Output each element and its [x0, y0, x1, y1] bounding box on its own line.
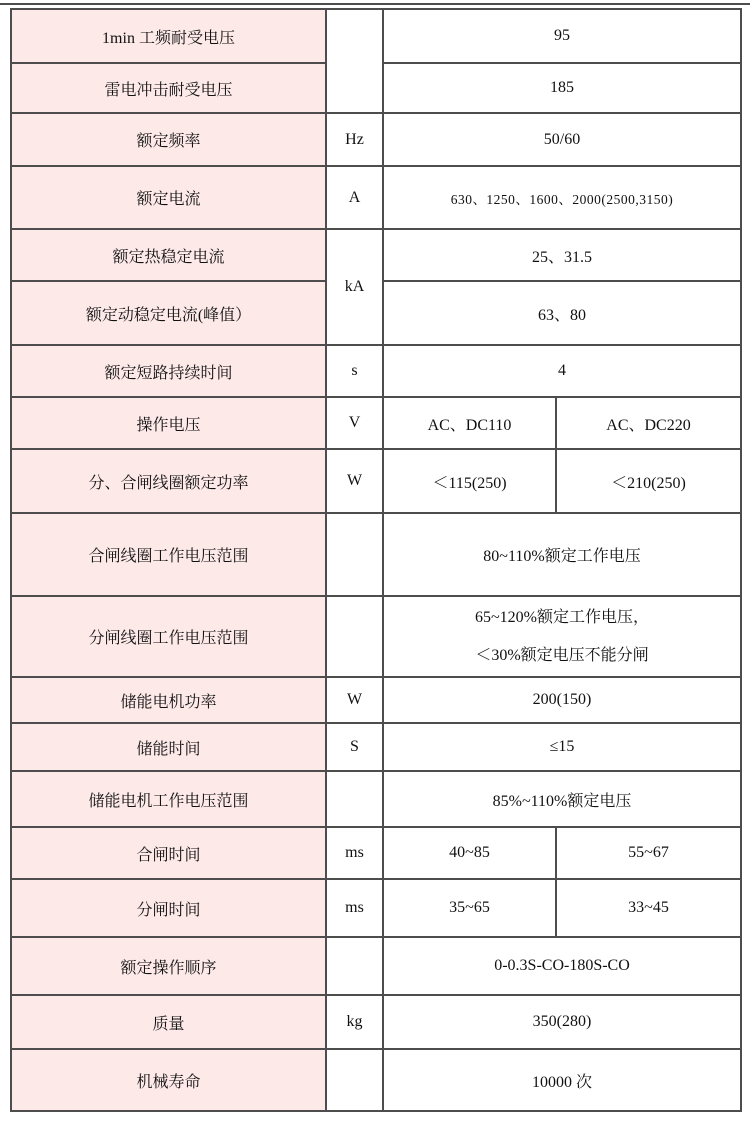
param-cell: 雷电冲击耐受电压 — [11, 63, 326, 113]
unit-cell: kg — [326, 995, 383, 1049]
value-cell: 55~67 — [556, 827, 741, 879]
table-row — [11, 937, 741, 995]
value-cell: 185 — [383, 63, 741, 113]
table-row — [11, 827, 741, 879]
unit-cell: s — [326, 345, 383, 397]
table-row — [11, 995, 741, 1049]
value-cell: AC、DC110 — [383, 397, 556, 449]
param-cell: 储能时间 — [11, 723, 326, 771]
unit-cell — [326, 937, 383, 995]
value-cell: AC、DC220 — [556, 397, 741, 449]
unit-cell: W — [326, 449, 383, 513]
value-cell: 63、80 — [383, 281, 741, 345]
table-row — [11, 771, 741, 827]
param-cell: 分闸线圈工作电压范围 — [11, 596, 326, 677]
param-cell: 分、合闸线圈额定功率 — [11, 449, 326, 513]
param-cell: 质量 — [11, 995, 326, 1049]
table-row — [11, 879, 741, 937]
value-cell — [383, 596, 741, 677]
table-row — [11, 513, 741, 596]
param-cell: 额定热稳定电流 — [11, 229, 326, 281]
value-cell: 25、31.5 — [383, 229, 741, 281]
table-row — [11, 345, 741, 397]
value-cell: 40~85 — [383, 827, 556, 879]
unit-cell: kA — [326, 229, 383, 345]
value-cell: ≤15 — [383, 723, 741, 771]
param-cell: 额定操作顺序 — [11, 937, 326, 995]
value-cell: 35~65 — [383, 879, 556, 937]
param-cell: 合闸时间 — [11, 827, 326, 879]
value-cell: 10000 次 — [383, 1049, 741, 1111]
param-cell: 额定频率 — [11, 113, 326, 166]
unit-cell: S — [326, 723, 383, 771]
unit-cell: ms — [326, 879, 383, 937]
value-line: 65~120%额定工作电压， — [475, 608, 649, 626]
spec-table — [10, 8, 742, 1112]
unit-cell: ms — [326, 827, 383, 879]
unit-cell: W — [326, 677, 383, 723]
value-cell: 0-0.3S-CO-180S-CO — [383, 937, 741, 995]
unit-cell: A — [326, 166, 383, 229]
unit-cell: V — [326, 397, 383, 449]
param-cell: 机械寿命 — [11, 1049, 326, 1111]
value-cell: 4 — [383, 345, 741, 397]
param-cell: 储能电机工作电压范围 — [11, 771, 326, 827]
table-row — [11, 229, 741, 281]
table-row — [11, 449, 741, 513]
value-line: ＜30%额定电压不能分闸 — [475, 646, 649, 664]
unit-cell: Hz — [326, 113, 383, 166]
table-row — [11, 723, 741, 771]
value-cell: ＜115(250) — [383, 449, 556, 513]
unit-cell — [326, 513, 383, 596]
unit-cell — [326, 596, 383, 677]
param-cell: 1min 工频耐受电压 — [11, 9, 326, 63]
table-row — [11, 677, 741, 723]
value-cell: 33~45 — [556, 879, 741, 937]
param-cell: 额定动稳定电流(峰值） — [11, 281, 326, 345]
table-row — [11, 9, 741, 63]
value-cell: 630、1250、1600、2000(2500,3150) — [383, 166, 741, 229]
table-row — [11, 166, 741, 229]
value-cell: 85%~110%额定电压 — [383, 771, 741, 827]
table-row — [11, 1049, 741, 1111]
param-cell: 额定短路持续时间 — [11, 345, 326, 397]
param-cell: 分闸时间 — [11, 879, 326, 937]
param-cell: 额定电流 — [11, 166, 326, 229]
table-row — [11, 397, 741, 449]
param-cell: 操作电压 — [11, 397, 326, 449]
param-cell: 储能电机功率 — [11, 677, 326, 723]
value-cell: 50/60 — [383, 113, 741, 166]
value-cell: 80~110%额定工作电压 — [383, 513, 741, 596]
table-row — [11, 596, 741, 677]
value-cell: 200(150) — [383, 677, 741, 723]
unit-cell — [326, 1049, 383, 1111]
value-cell: ＜210(250) — [556, 449, 741, 513]
unit-cell — [326, 9, 383, 113]
value-cell: 350(280) — [383, 995, 741, 1049]
table-row — [11, 113, 741, 166]
unit-cell — [326, 771, 383, 827]
top-horizontal-rule — [0, 3, 750, 5]
value-cell: 95 — [383, 9, 741, 63]
param-cell: 合闸线圈工作电压范围 — [11, 513, 326, 596]
